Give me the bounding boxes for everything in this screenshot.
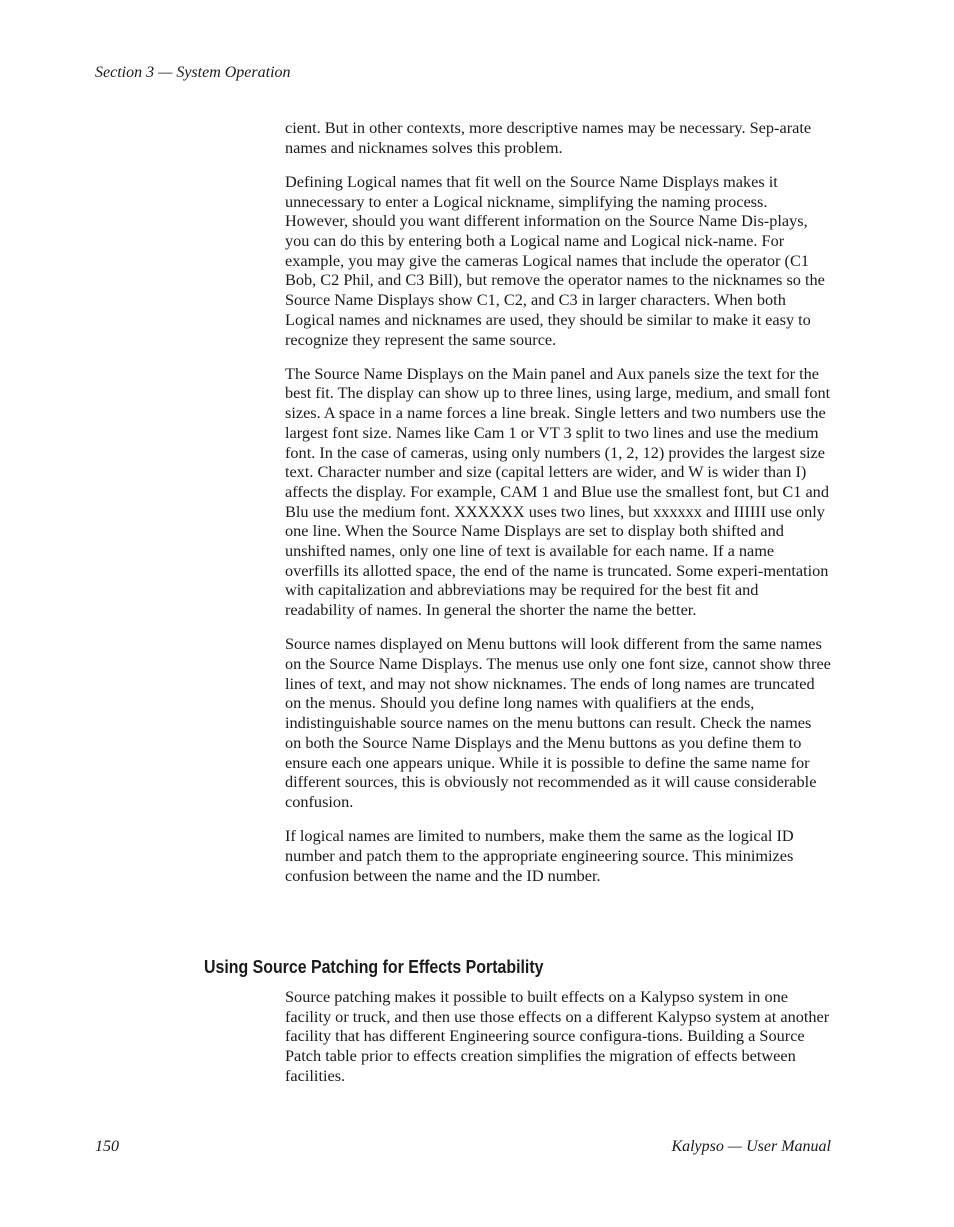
paragraph-numeric-names: If logical names are limited to numbers, make them the same as the logical ID number and patch them to the appropriate engineering source. This minimizes confusion between the name and the ID number. — [285, 826, 794, 885]
section-body — [285, 987, 831, 1086]
paragraph-source-patching: Source patching makes it possible to built effects on a Kalypso system in one facility or truck, and then use those effects on a different Kalypso system at another facility that has different Engineering source configura-tions. Building a Source Patch table prior to effects creation simplifies the migration of effects between facilities. — [285, 987, 830, 1085]
paragraph-logical-names: Defining Logical names that fit well on the Source Name Displays makes it unnecessary to enter a Logical nickname, simplifying the naming process. However, should you want different information on the Source Name Dis-plays, you can do this by entering both a Logical name and Logical nick-name. For example, you may give the cameras Logical names that include the operator (C1 Bob, C2 Phil, and C3 Bill), but remove the operator names to the nicknames so the Source Name Displays show C1, C2, and C3 in larger characters. When both Logical names and nicknames are used, they should be similar to make it easy to recognize they represent the same source. — [285, 171, 825, 349]
paragraph-separate-names: cient. But in other contexts, more descriptive names may be necessary. Sep-arate names and nicknames solves this problem. — [285, 118, 812, 157]
paragraph-source-name-displays: The Source Name Displays on the Main panel and Aux panels size the text for the best fit. The display can show up to three lines, using large, medium, and small font sizes. A space in a name forces a line break. Single letters and two numbers use the largest font size. Names like Cam 1 or VT 3 split to two lines and use the medium font. In the case of cameras, using only numbers (1, 2, 12) provides the largest size text. Character number and size (capital letters are wider, and W is wider than I) affects the display. For example, CAM 1 and Blue use the smallest font, but C1 and Blu use the medium font. XXXXXX uses two lines, but xxxxxx and IIIIII use only one line. When the Source Name Displays are set to display both shifted and unshifted names, only one line of text is available for each name. If a name overfills its allotted space, the end of the name is truncated. Some experi-mentation with capitalization and abbreviations may be required for the best fit and readability of names. In general the shorter the name the better. — [285, 363, 831, 620]
page-number: 150 — [95, 1138, 119, 1155]
manual-title: Kalypso — User Manual — [671, 1138, 831, 1155]
body-text — [285, 118, 831, 900]
section-heading: Using Source Patching for Effects Portability — [204, 956, 544, 977]
running-head: Section 3 — System Operation — [95, 64, 291, 81]
paragraph-menu-buttons: Source names displayed on Menu buttons will look different from the same names on the Source Name Displays. The menus use only one font size, cannot show three lines of text, and may not show nicknames. The ends of long names are truncated on the menus. Should you define long names with qualifiers at the ends, indistinguishable source names on the menu buttons can result. Check the names on both the Source Name Displays and the Menu buttons as you define them to ensure each one appears unique. While it is possible to define the same name for different sources, this is obviously not recommended as it will cause considerable confusion. — [285, 634, 831, 811]
